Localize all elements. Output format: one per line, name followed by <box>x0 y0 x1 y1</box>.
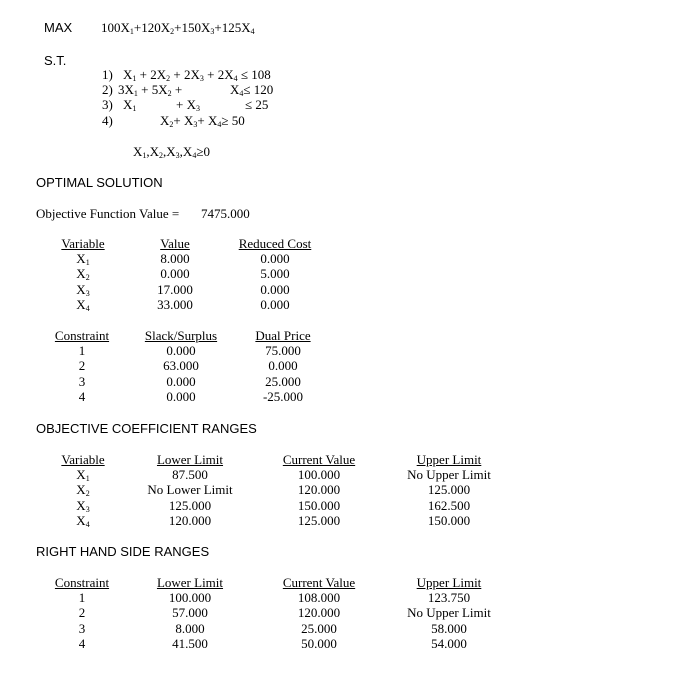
variable-value: 33.000 <box>157 296 193 312</box>
variable-name: $X_2$ <box>76 266 90 283</box>
variables-reduced-cost-column <box>230 236 320 312</box>
variable-name: $X_2$ <box>76 482 90 499</box>
upper-limit-header: Upper Limit <box>416 575 482 590</box>
lower-limit: 87.500 <box>172 467 208 483</box>
constraint-3-lhs: $X_1$ <box>123 97 137 113</box>
lower-limit-header: Lower Limit <box>156 452 224 467</box>
constraint-2-num: 2) <box>102 82 113 97</box>
variable-value: 0.000 <box>160 266 190 282</box>
rhs-lower-column <box>145 575 235 651</box>
constraints-dual-column <box>243 328 323 404</box>
dual-price: 75.000 <box>265 343 301 359</box>
obj-ranges-lower-column <box>135 452 245 528</box>
subject-to-label: S.T. <box>44 53 67 68</box>
objective-function: $100X_1+120X_2+150X_3+125X_4$ <box>101 20 255 36</box>
upper-limit: No Upper Limit <box>407 605 491 621</box>
current-value: 50.000 <box>301 635 337 651</box>
lower-limit: 8.000 <box>175 620 205 636</box>
reduced-cost: 0.000 <box>260 296 290 312</box>
constraint-3-rhs: ≤ 25 <box>245 97 269 112</box>
nonnegativity: $X_1,X_2,X_3,X_4\ge 0$ <box>133 144 210 160</box>
current-value-header: Current Value <box>282 452 356 467</box>
dual-price-header: Dual Price <box>255 328 311 343</box>
constraint-header: Constraint <box>54 575 110 590</box>
constraint-num: 1 <box>78 590 86 606</box>
variable-name: $X_1$ <box>76 251 90 268</box>
constraint-4-text: $X_2+ X_3+ X_4\ge 50$ <box>160 113 245 129</box>
constraint-num: 4 <box>78 388 86 404</box>
constraint-3-mid: + $X_3$ <box>176 97 200 113</box>
slack-surplus: 0.000 <box>166 343 196 359</box>
variable-name: $X_3$ <box>76 281 90 298</box>
obj-ranges-current-column <box>272 452 366 528</box>
current-value: 25.000 <box>301 620 337 636</box>
constraint-4-num: 4) <box>102 113 113 128</box>
current-value: 150.000 <box>297 497 341 513</box>
variable-name: $X_3$ <box>76 497 90 514</box>
variable-value: 17.000 <box>157 281 193 297</box>
upper-limit-header: Upper Limit <box>416 452 482 467</box>
rhs-current-column <box>272 575 366 651</box>
lower-limit: 41.500 <box>172 635 208 651</box>
dual-price: 25.000 <box>265 373 301 389</box>
objective-value: 7475.000 <box>201 206 250 221</box>
constraint-2-rhs: $X_4\le 120$ <box>230 82 274 98</box>
variable-header: Variable <box>61 452 105 467</box>
lower-limit: 120.000 <box>168 512 212 528</box>
optimal-solution-heading: OPTIMAL SOLUTION <box>36 175 163 190</box>
constraint-1-text: $X_1 + 2X_2 + 2X_3 + 2X_4 \le 108$ <box>123 67 271 83</box>
variables-value-column <box>140 236 210 312</box>
constraint-num: 4 <box>78 635 86 651</box>
rhs-ranges-heading: RIGHT HAND SIDE RANGES <box>36 544 210 559</box>
rhs-constraint-column <box>50 575 114 651</box>
upper-limit: 150.000 <box>427 512 471 528</box>
constraints-num-column <box>50 328 114 404</box>
constraint-num: 1 <box>78 343 86 359</box>
upper-limit: 54.000 <box>431 635 467 651</box>
lower-limit: 100.000 <box>168 590 212 606</box>
reduced-cost: 5.000 <box>260 266 290 282</box>
constraint-2-lhs: $3X_1 + 5X_2$ + <box>118 82 183 98</box>
upper-limit: 125.000 <box>427 482 471 498</box>
lower-limit-header: Lower Limit <box>156 575 224 590</box>
constraint-3-num: 3) <box>102 97 113 112</box>
current-value: 108.000 <box>297 590 341 606</box>
dual-price: 0.000 <box>268 358 298 374</box>
lower-limit: 57.000 <box>172 605 208 621</box>
current-value-header: Current Value <box>282 575 356 590</box>
variable-name: $X_1$ <box>76 467 90 484</box>
lower-limit: 125.000 <box>168 497 212 513</box>
lower-limit: No Lower Limit <box>147 482 233 498</box>
variable-value: 8.000 <box>160 251 190 267</box>
constraint-num: 2 <box>78 358 86 374</box>
obj-ranges-variable-column <box>56 452 110 528</box>
upper-limit: 162.500 <box>427 497 471 513</box>
slack-surplus: 0.000 <box>166 373 196 389</box>
current-value: 125.000 <box>297 512 341 528</box>
constraint-1-num: 1) <box>102 67 113 82</box>
rhs-upper-column <box>392 575 506 651</box>
variable-name: $X_4$ <box>76 512 90 529</box>
constraint-num: 2 <box>78 605 86 621</box>
constraint-header: Constraint <box>54 328 110 343</box>
current-value: 100.000 <box>297 467 341 483</box>
reduced-cost: 0.000 <box>260 281 290 297</box>
upper-limit: 58.000 <box>431 620 467 636</box>
value-header: Value <box>160 236 190 251</box>
constraint-num: 3 <box>78 620 86 636</box>
constraint-num: 3 <box>78 373 86 389</box>
variables-name-column <box>56 236 110 312</box>
max-label: MAX <box>44 20 73 35</box>
slack-surplus: 63.000 <box>163 358 199 374</box>
objective-value-label: Objective Function Value = <box>36 206 180 221</box>
current-value: 120.000 <box>297 482 341 498</box>
variable-header: Variable <box>61 236 105 251</box>
slack-surplus-header: Slack/Surplus <box>144 328 218 343</box>
current-value: 120.000 <box>297 605 341 621</box>
variable-name: $X_4$ <box>76 296 90 313</box>
upper-limit: 123.750 <box>427 590 471 606</box>
upper-limit: No Upper Limit <box>407 467 491 483</box>
slack-surplus: 0.000 <box>166 388 196 404</box>
reduced-cost: 0.000 <box>260 251 290 267</box>
obj-ranges-upper-column <box>392 452 506 528</box>
dual-price: -25.000 <box>262 388 304 404</box>
objective-ranges-heading: OBJECTIVE COEFFICIENT RANGES <box>36 421 257 436</box>
reduced-cost-header: Reduced Cost <box>238 236 312 251</box>
constraints-slack-column <box>136 328 226 404</box>
